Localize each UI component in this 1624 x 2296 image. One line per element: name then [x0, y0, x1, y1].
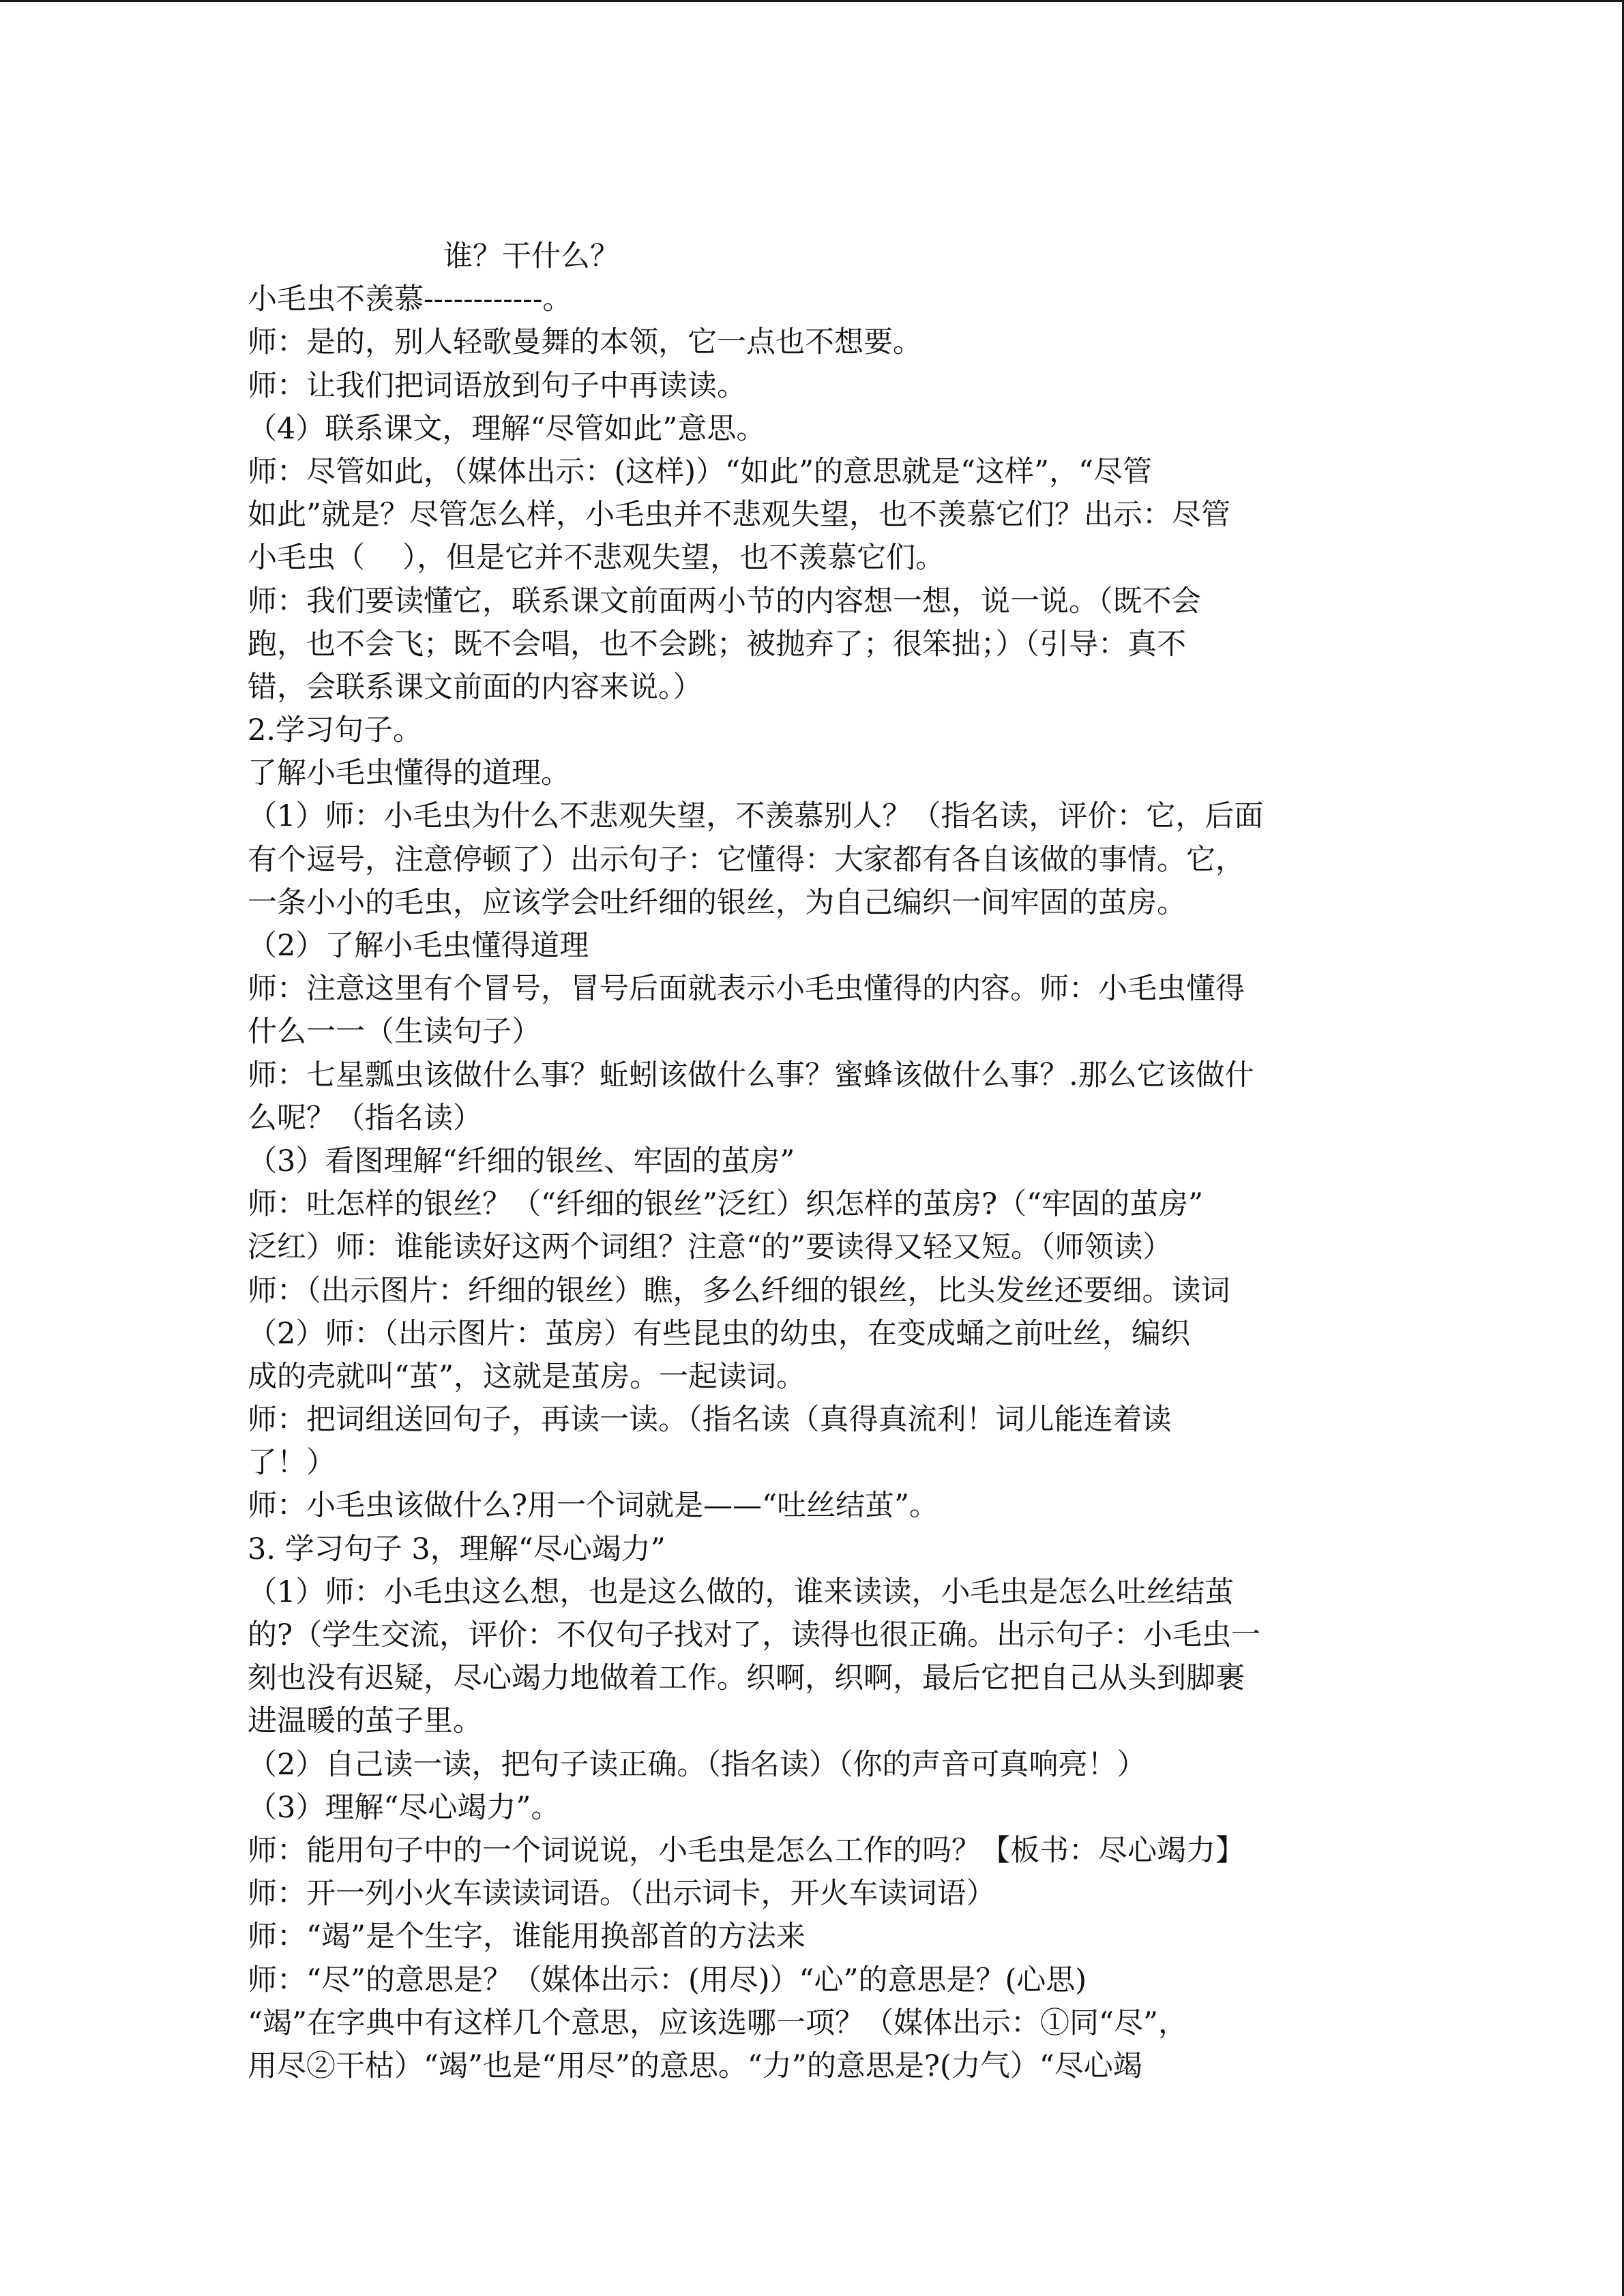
- section-heading: （3）理解“尽心竭力”。: [248, 1790, 561, 1825]
- text-line: 泛红）师：谁能读好这两个词组？注意“的”要读得又轻又短。（师领读）: [248, 1230, 1172, 1265]
- text-line: 小毛虫不羡慕------------。: [248, 282, 572, 317]
- text-line: 师：我们要读懂它，联系课文前面两小节的内容想一想，说一说。（既不会: [248, 584, 1201, 618]
- text-line: 小毛虫（ ），但是它并不悲观失望，也不羡慕它们。: [248, 541, 945, 576]
- section-heading: （2）了解小毛虫懂得道理: [248, 929, 589, 963]
- text-line: 跑，也不会飞；既不会唱，也不会跳；被抛弃了；很笨拙；）（引导：真不: [248, 627, 1186, 661]
- section-heading: 2.学习句子。: [248, 713, 423, 748]
- text-line: （2）自己读一读，把句子读正确。（指名读）（你的声音可真响亮！）: [248, 1747, 1147, 1782]
- text-line: （2）师：（出示图片：茧房）有些昆虫的幼虫，在变成蛹之前吐丝，编织: [248, 1316, 1190, 1351]
- text-line: 师：能用句子中的一个词说说，小毛虫是怎么工作的吗？【板书：尽心竭力】: [248, 1833, 1245, 1868]
- text-line: 进温暖的茧子里。: [248, 1704, 482, 1739]
- text-line: 师：是的，别人轻歌曼舞的本领，它一点也不想要。: [248, 325, 922, 360]
- text-line: 的?（学生交流，评价：不仅句子找对了，读得也很正确。出示句子：小毛虫一: [248, 1618, 1261, 1652]
- text-line: （1）师：小毛虫为什么不悲观失望，不羡慕别人？（指名读，评价：它，后面: [248, 799, 1264, 834]
- text-line: 刻也没有迟疑，尽心竭力地做着工作。织啊，织啊，最后它把自己从头到脚裹: [248, 1661, 1245, 1696]
- text-line: 用尽②干枯）“竭”也是“用尽”的意思。“力”的意思是?(力气）“尽心竭: [248, 2048, 1142, 2083]
- text-line: 了！）: [248, 1446, 336, 1480]
- text-line: 师：注意这里有个冒号，冒号后面就表示小毛虫懂得的内容。师：小毛虫懂得: [248, 972, 1245, 1007]
- text-line: （1）师：小毛虫这么想，也是这么做的，谁来读读，小毛虫是怎么吐丝结茧: [248, 1575, 1235, 1609]
- page-edge-top: [0, 0, 1624, 2]
- text-line: 师：小毛虫该做什么?用一个词就是——“吐丝结茧”。: [248, 1489, 939, 1523]
- section-heading: （3）看图理解“纤细的银丝、牢固的茧房”: [248, 1144, 795, 1178]
- text-line: 一条小小的毛虫，应该学会吐纤细的银丝，为自己编织一间牢固的茧房。: [248, 885, 1186, 920]
- text-line: 师：开一列小火车读读词语。（出示词卡，开火车读词语）: [248, 1877, 996, 1911]
- text-line: 师：把词组送回句子，再读一读。（指名读（真得真流利！词儿能连着读: [248, 1403, 1172, 1437]
- document-body: [248, 235, 1393, 2088]
- text-line: 了解小毛虫懂得的道理。: [248, 756, 570, 791]
- text-line: 师：“尽”的意思是？（媒体出示：(用尽)）“心”的意思是？(心思): [248, 1963, 1087, 1997]
- text-line: 么呢？（指名读）: [248, 1101, 482, 1135]
- text-line: 师：吐怎样的银丝？（“纤细的银丝”泛红）织怎样的茧房?（“牢固的茧房”: [248, 1187, 1203, 1222]
- text-line: 师：七星瓢虫该做什么事？蚯蚓该做什么事？蜜蜂该做什么事？.那么它该做什: [248, 1058, 1254, 1092]
- text-line: 师：（出示图片：纤细的银丝）瞧，多么纤细的银丝，比头发丝还要细。读词: [248, 1273, 1230, 1308]
- text-line: 错，会联系课文前面的内容来说。）: [248, 670, 703, 704]
- text-line: 师：“竭”是个生字，谁能用换部首的方法来: [248, 1920, 806, 1954]
- text-line: 师：尽管如此，（媒体出示：(这样)）“如此”的意思就是“这样”，“尽管: [248, 454, 1152, 489]
- heading-question: 谁？干什么？: [443, 239, 619, 273]
- text-line: 师：让我们把词语放到句子中再读读。: [248, 368, 746, 403]
- text-line: “竭”在字典中有这样几个意思，应该选哪一项？（媒体出示：①同“尽”，: [248, 2006, 1187, 2040]
- section-heading: 3. 学习句子 3，理解“尽心竭力”: [248, 1532, 666, 1566]
- text-line: 有个逗号，注意停顿了）出示句子：它懂得：大家都有各自该做的事情。它，: [248, 842, 1245, 877]
- text-line: 如此”就是？尽管怎么样，小毛虫并不悲观失望，也不羡慕它们？出示：尽管: [248, 498, 1230, 533]
- text-line: 什么一一（生读句子）: [248, 1015, 541, 1049]
- section-heading: （4）联系课文，理解“尽管如此”意思。: [248, 411, 766, 446]
- text-line: 成的壳就叫“茧”，这就是茧房。一起读词。: [248, 1359, 806, 1394]
